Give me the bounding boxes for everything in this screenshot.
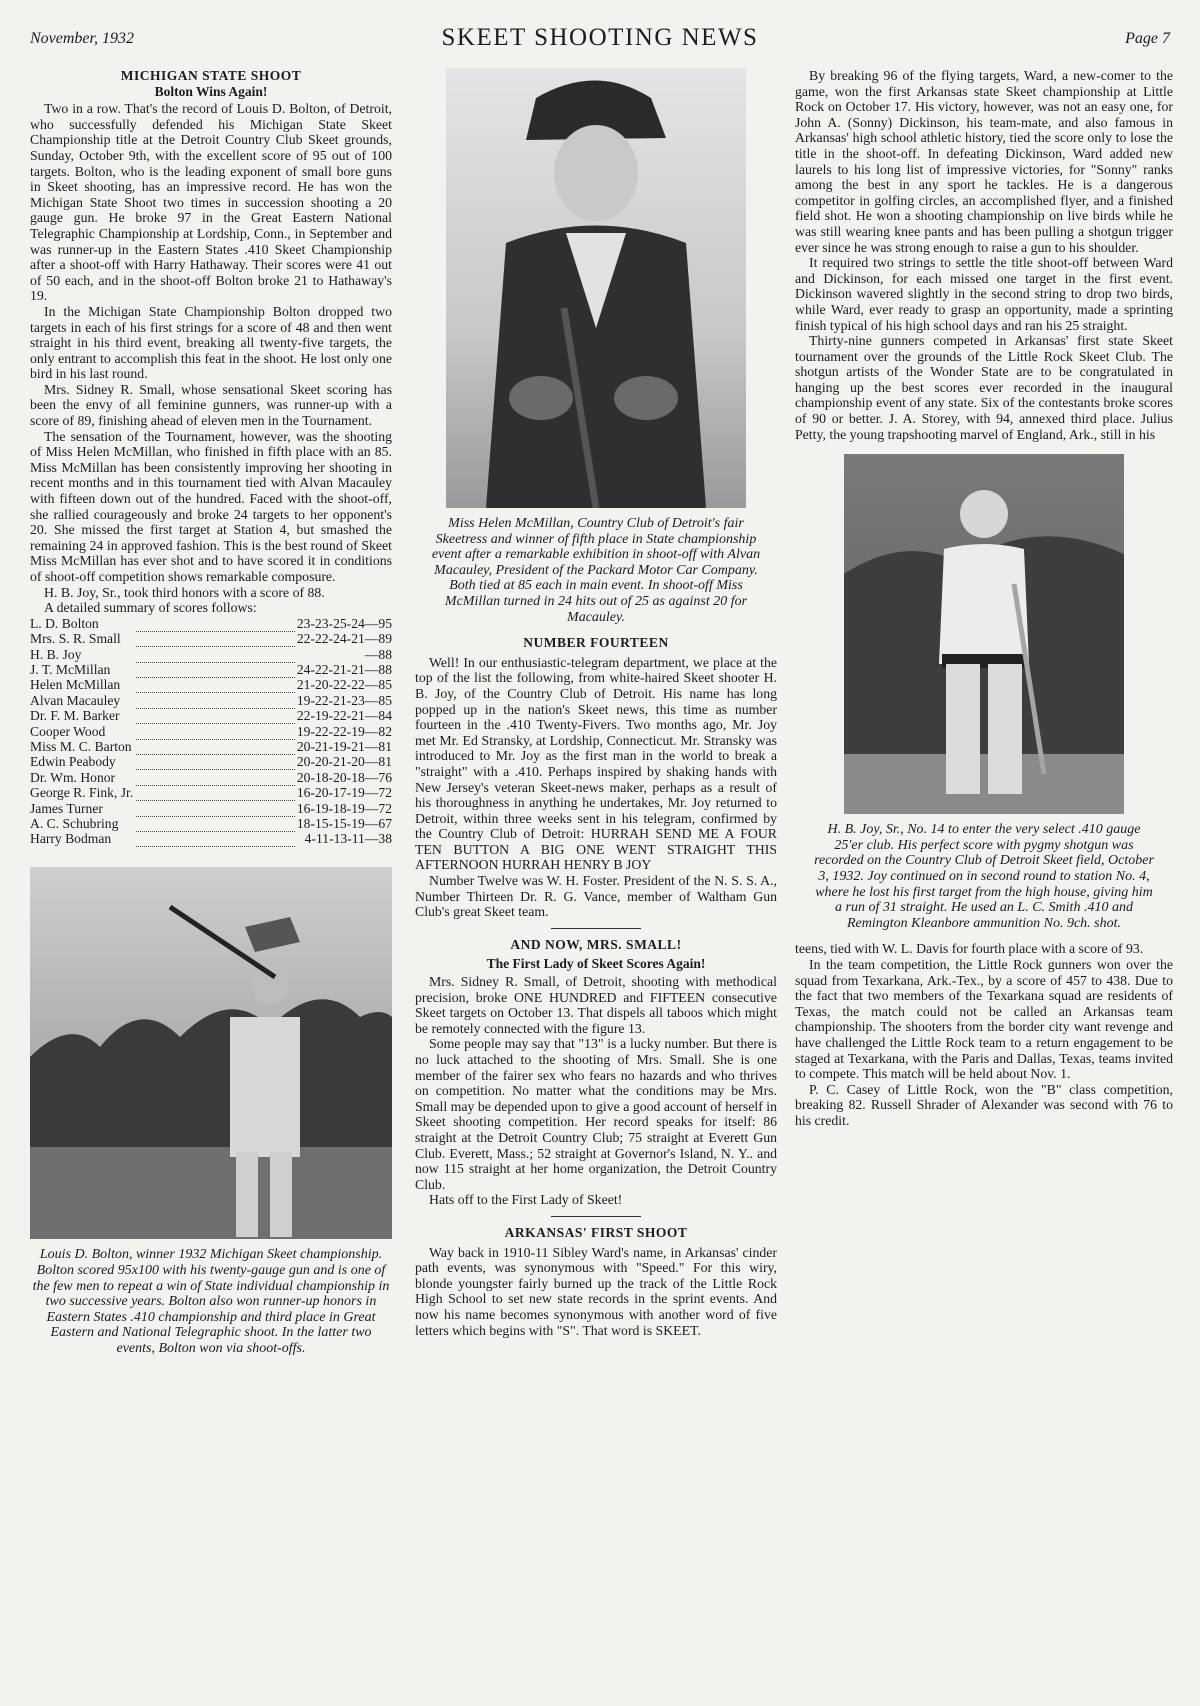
bolton-photo xyxy=(30,867,392,1239)
leader-dots xyxy=(136,801,295,816)
score-row xyxy=(30,662,392,677)
shooter-name: Alvan Macauley xyxy=(30,692,121,708)
small-paragraph: Mrs. Sidney R. Small, of Detroit, shooting with methodical precision, broke ONE HUNDRED and FIFTEEN consecutive Skeet targets on October 13. That dispels all taboos which might be remotely connected with the figure 13. xyxy=(415,974,777,1036)
small-paragraph: Some people may say that "13" is a lucky number. But there is no luck attached to the shooting of Mrs. Small. She is one member of the fairer sex who fears no hazards and who thrives on competition. No matter what the conditions may be Mrs. Small may be depended upon to give a good account of herself in Skeet shooting competition. Her record speaks for itself: 86 straight at the Detroit Country Club; 75 straight at Everett Gun Club. Everett, Mass.; 52 straight at Governor's Island, N. Y.. and now 115 straight at her home organization, the Detroit Country Club. xyxy=(415,1036,777,1192)
score-row xyxy=(30,831,392,846)
score-row xyxy=(30,693,392,708)
leader-dots xyxy=(136,724,295,739)
arkansas-paragraph: Way back in 1910-11 Sibley Ward's name, in Arkansas' cinder path events, was synonymous with "Speed." For this wiry, blonde youngster fairly burned up the track of the Little Rock High School to set new state records in the sprint events. And now his name becomes synonymous with another word of five letters which begins with "S". That word is SKEET. xyxy=(415,1244,777,1338)
score-row xyxy=(30,647,392,662)
shooter-score: 21-20-22-22—85 xyxy=(296,677,392,693)
small-paragraph: Hats off to the First Lady of Skeet! xyxy=(429,1192,623,1208)
column-1 xyxy=(30,68,392,1357)
score-row xyxy=(30,677,392,692)
leader-dots xyxy=(136,708,295,723)
leader-dots xyxy=(136,631,295,646)
arkansas-paragraph: By breaking 96 of the flying targets, Ward, a new-comer to the game, won the first Arkansas state Skeet championship at Little Rock on October 17. His victory, however, was not an easy one, for John A. (Sonny) Dickinson, his team-mate, and also famous in Arkansas' high school athletic history, tied the score only to lose the title in the shoot-off. In defeating Dickinson, Ward added new laurels to his long list of impressive victories, for "Sonny" ranks among the best in any sport he tackles. He is a dangerous competitor in golfing circles, an accomplished flyer, and a finished field shot. He won a shooting championship on live birds while he was still wearing knee pants and has been pulling a shotgun trigger ever since he was strong enough to raise a gun to his shoulder. xyxy=(795,68,1173,255)
leader-dots xyxy=(136,739,295,754)
leader-dots xyxy=(136,662,295,677)
shooter-name: Harry Bodman xyxy=(30,831,112,847)
shooter-score: 22-22-24-21—89 xyxy=(296,631,392,647)
score-row xyxy=(30,708,392,723)
score-row xyxy=(30,801,392,816)
shooter-score: 24-22-21-21—88 xyxy=(296,662,392,677)
shooter-name: Helen McMillan xyxy=(30,677,121,693)
arkansas-paragraph: P. C. Casey of Little Rock, won the "B" class competition, breaking 82. Russell Shrader of Alexander was second with 76 to his credit. xyxy=(795,1081,1173,1128)
shooter-score: 19-22-21-23—85 xyxy=(296,692,392,708)
shooter-score: 4-11-13-11—38 xyxy=(304,831,392,847)
michigan-heading: MICHIGAN STATE SHOOT xyxy=(120,68,302,83)
shooter-score: 22-19-22-21—84 xyxy=(296,708,392,724)
bolton-caption: Louis D. Bolton, winner 1932 Michigan Skeet championship. Bolton scored 95x100 with his twenty-gauge gun and is one of the few men to repeat a win of State individual championship in two successive years. Bolton also won runner-up honors in Eastern States .410 championship and third place in Great Eastern and National Telegraphic shoot. In the latter two events, Bolton won via shoot-offs. xyxy=(32,1247,390,1356)
shooter-score: 18-15-15-19—67 xyxy=(296,816,392,832)
shooter-name: James Turner xyxy=(30,800,103,816)
column-2 xyxy=(415,68,777,1338)
shooter-score: 16-20-17-19—72 xyxy=(296,785,392,801)
michigan-paragraph: H. B. Joy, Sr., took third honors with a score of 88. xyxy=(44,584,325,600)
arkansas-paragraph: teens, tied with W. L. Davis for fourth place with a score of 93. xyxy=(795,941,1144,957)
shooter-score: 16-19-18-19—72 xyxy=(296,800,392,816)
joy-photo-image xyxy=(844,454,1124,814)
score-table xyxy=(30,616,392,848)
joy-photo xyxy=(844,454,1124,814)
joy-caption: H. B. Joy, Sr., No. 14 to enter the very select .410 gauge 25'er club. His perfect score with pygmy shotgun was recorded on the Country Club of Detroit Skeet field, October 3, 1932. Joy continued on in second round to station No. 4, where he lost his first target from the high house, giving him a run of 31 straight. He used an L. C. Smith .410 and Remington Kleanbore ammunition No. 9ch. shot. xyxy=(814,822,1154,931)
score-row xyxy=(30,724,392,739)
score-row xyxy=(30,816,392,831)
leader-dots xyxy=(136,816,295,831)
michigan-paragraph: In the Michigan State Championship Bolton dropped two targets in each of his first strings for a score of 48 and then went straight in his third event, breaking all twenty-five targets, the only entrant to accomplish this feat in the shoot. He lost only one bird in his last round. xyxy=(30,303,392,382)
section-divider xyxy=(551,928,641,929)
fourteen-paragraph: Number Twelve was W. H. Foster. President of the N. S. S. A., Number Thirteen Dr. R. G. Vance, member of Waltham Gun Club's great Skeet team. xyxy=(415,873,777,920)
arkansas-paragraph: Thirty-nine gunners competed in Arkansas' first state Skeet tournament over the grounds of the Little Rock Skeet Club. The shotgun artists of the Wonder State are to be congratulated in hanging up the best scores ever recorded in the inaugural championship event of any state. Six of the contestants broke scores of 90 or better. J. A. Storey, with 94, annexed third place. Julius Petty, the young trapshooting marvel of England, Ark., still in his xyxy=(795,333,1173,442)
shooter-name: Miss M. C. Barton xyxy=(30,739,132,755)
mcmillan-photo xyxy=(446,68,746,508)
shooter-score: 20-18-20-18—76 xyxy=(296,769,392,785)
leader-dots xyxy=(136,770,295,785)
shooter-name: Mrs. S. R. Small xyxy=(30,631,121,647)
shooter-score: 23-23-25-24—95 xyxy=(296,615,392,631)
leader-dots xyxy=(136,647,295,662)
michigan-paragraph: A detailed summary of scores follows: xyxy=(44,600,257,616)
fourteen-heading: NUMBER FOURTEEN xyxy=(523,635,669,651)
shooter-score: 20-21-19-21—81 xyxy=(296,739,392,755)
mcmillan-photo-image xyxy=(446,68,746,508)
score-row xyxy=(30,770,392,785)
michigan-subheading: Bolton Wins Again! xyxy=(154,83,268,99)
page-number: Page 7 xyxy=(1125,30,1170,47)
leader-dots xyxy=(136,785,295,800)
section-divider xyxy=(551,1216,641,1217)
arkansas-paragraph: It required two strings to settle the title shoot-off between Ward and Dickinson, for each missed one target in the first event. Dickinson wavered slightly in the second string to drop two birds, while Ward, ever ready to grasp an opportunity, made a sprinting finish typical of his high school days and ran his 25 straight. xyxy=(795,255,1173,333)
small-subheading: The First Lady of Skeet Scores Again! xyxy=(486,956,706,972)
michigan-paragraph: Two in a row. That's the record of Louis D. Bolton, of Detroit, who successfully defended his Michigan State Skeet Championship title at the Detroit Country Club Skeet grounds, Sunday, October 9th, with the excellent score of 95 out of 100 targets. Bolton, who is the leading exponent of small bore guns in Skeet shooting, has an impressive record. He has won the Michigan State Shoot two times in succession shooting a 20 gauge gun. He broke 97 in the Great Eastern National Telegraphic Championship at Lordship, Conn., in September and was runner-up in the Eastern States .410 Skeet Championship after a shoot-off with Harry Hathaway. Their scores were 41 out of 50 each, and in the shoot-off Bolton broke 21 to Hathaway's 19. xyxy=(30,101,392,304)
michigan-paragraph: The sensation of the Tournament, however, was the shooting of Miss Helen McMillan, who finished in fifth place with an 85. Miss McMillan has been consistently improving her shooting in recent months and in this tournament tied with Alvan Macauley with fifteen down out of the hundred. Faced with the shoot-off, she rallied courageously and broke 24 targets to her opponent's 20. She missed the first target at Station 4, but smashed the remaining 24 in approved fashion. This is the best round of Skeet Miss McMillan has ever shot and to have scored it in conditions of shoot-off competition shows remarkable composure. xyxy=(30,428,392,584)
shooter-name: J. T. McMillan xyxy=(30,662,111,677)
small-heading: AND NOW, MRS. SMALL! xyxy=(510,936,682,952)
score-row xyxy=(30,754,392,769)
score-row xyxy=(30,739,392,754)
mcmillan-caption: Miss Helen McMillan, Country Club of Detroit's fair Skeetress and winner of fifth place in State championship event after a remarkable exhibition in shoot-off with Alvan Macauley, President of the Packard Motor Car Company. Both tied at 85 each in main event. In shoot-off Miss McMillan turned in 24 hits out of 25 as against 20 for Macauley. xyxy=(431,516,761,625)
bolton-photo-image xyxy=(30,867,392,1239)
shooter-score: 20-20-21-20—81 xyxy=(296,754,392,770)
shooter-name: A. C. Schubring xyxy=(30,816,119,832)
shooter-name: L. D. Bolton xyxy=(30,615,99,631)
leader-dots xyxy=(136,693,295,708)
score-row xyxy=(30,785,392,800)
leader-dots xyxy=(136,616,295,631)
arkansas-paragraph: In the team competition, the Little Rock gunners won over the squad from Texarkana, Ark.-Tex., by a score of 457 to 438. Due to the fact that two members of the Texarkana squad are residents of Texas, the match could not be called an Arkansas team championship. The shooters from the border city want revenge and have challenged the Little Rock team to a return engagement to be staged at Texarkana, with the Paris and Dallas, Texas, teams invited to compete. This match will be held about Nov. 1. xyxy=(795,957,1173,1082)
michigan-paragraph: Mrs. Sidney R. Small, whose sensational Skeet scoring has been the envy of all feminine gunners, was runner-up with a score of 89, finishing ahead of eleven men in the Tournament. xyxy=(30,381,392,429)
page-header xyxy=(30,20,1170,60)
shooter-name: Cooper Wood xyxy=(30,723,106,739)
shooter-score: —88 xyxy=(364,646,392,662)
shooter-name: H. B. Joy xyxy=(30,646,82,662)
publication-title: SKEET SHOOTING NEWS xyxy=(441,24,759,51)
shooter-name: Dr. F. M. Barker xyxy=(30,708,120,724)
issue-date: November, 1932 xyxy=(30,30,134,47)
shooter-score: 19-22-22-19—82 xyxy=(296,723,392,739)
shooter-name: Edwin Peabody xyxy=(30,754,116,770)
column-3 xyxy=(795,68,1173,1129)
shooter-name: George R. Fink, Jr. xyxy=(30,785,134,801)
leader-dots xyxy=(136,677,295,692)
leader-dots xyxy=(136,754,295,769)
fourteen-paragraph: Well! In our enthusiastic-telegram department, we place at the top of the list the following, from white-haired Skeet shooter H. B. Joy, of the Country Club of Detroit. His name has long popped up in the nation's Skeet news, this time as number fourteen in the .410 Twenty-Fivers. Two months ago, Mr. Joy met Mr. Ed Stransky, at Lordship, Connecticut. Mr. Stransky was introduced to Mr. Joy as the first man in the world to break a "straight" with a .410. Perhaps inspired by shaking hands with New Jersey's veteran Skeet-news maker, perhaps as a result of his thoroughness in anything he undertakes, Mr. Joy returned to Detroit, within three weeks sent in his telegram, confirmed by the Country Club of Detroit: HURRAH SEND ME A FOUR TEN BUTTON A BIG ONE WENT STRAIGHT THIS AFTERNOON HURRAH HENRY B JOY xyxy=(415,654,777,873)
score-row xyxy=(30,631,392,646)
shooter-name: Dr. Wm. Honor xyxy=(30,769,116,785)
leader-dots xyxy=(136,831,295,846)
arkansas-heading: ARKANSAS' FIRST SHOOT xyxy=(504,1224,688,1240)
score-row xyxy=(30,616,392,631)
